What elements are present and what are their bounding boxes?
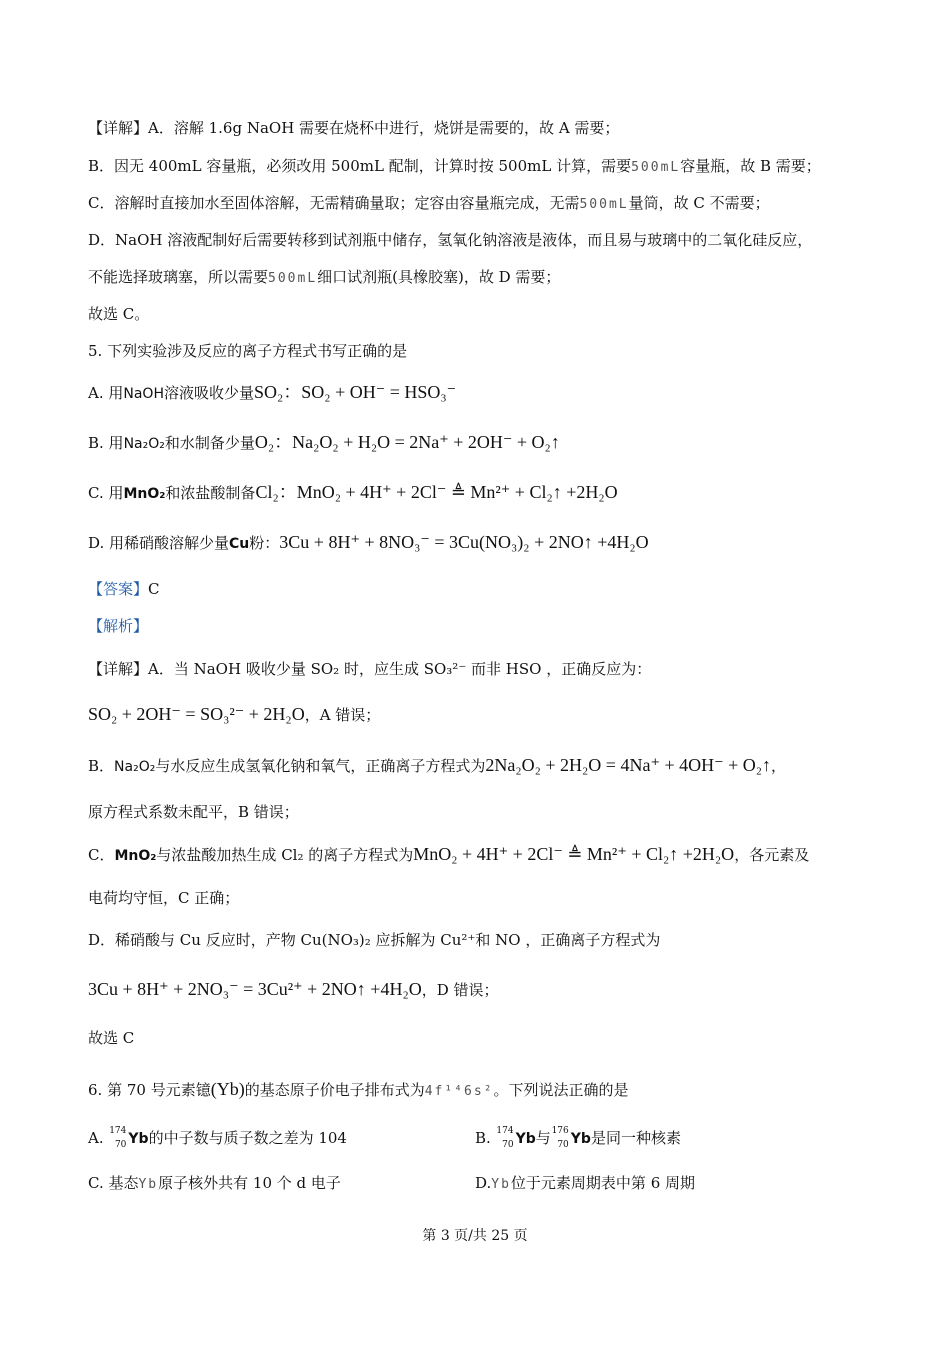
q5-b-pre: B. 用	[88, 434, 124, 452]
q5-option-b	[88, 431, 560, 455]
q5-c-mid: 和浓盐酸制备	[165, 484, 256, 502]
answer	[88, 578, 160, 600]
q6-b-pre: B.	[475, 1129, 491, 1147]
detail-d2-volume: 500mL	[268, 271, 318, 286]
q6-c-pre: C. 基态	[88, 1174, 139, 1192]
detail-a-text: A．溶解 1.6g NaOH 需要在烧杯中进行，烧饼是需要的，故 A 需要；	[148, 119, 620, 137]
answer-value: C	[148, 580, 160, 598]
q6-c-post: 原子核外共有 10 个 d 电子	[158, 1174, 341, 1192]
analysis-a2-equation: SO₂ + 2OH⁻ = SO₃²⁻ + 2H₂O	[88, 704, 305, 724]
q5-a-mid: 溶液吸收少量	[163, 384, 254, 402]
analysis-c1-mid: 与浓盐酸加热生成 Cl₂ 的离子方程式为	[156, 846, 414, 864]
detail-d2-pre: 不能选择玻璃塞，所以需要	[88, 268, 269, 286]
analysis-b1-reagent: Na₂O₂	[114, 759, 156, 775]
q5-a-reagent: NaOH	[123, 386, 164, 402]
q6-b-mass1: 174	[496, 1126, 514, 1136]
analysis-d2	[88, 978, 499, 1001]
q6-b-mid: 与	[535, 1129, 551, 1147]
analysis-a1-text: A．当 NaOH 吸收少量 SO₂ 时，应生成 SO₃²⁻ 而非 HSO ，正确反应为：	[148, 660, 652, 678]
q6-b-symbol2: Yb	[570, 1131, 591, 1147]
q5-b-product: O₂	[254, 432, 275, 452]
q6-stem-post: 。下列说法正确的是	[493, 1081, 629, 1099]
q5-c-pre: C. 用	[88, 484, 124, 502]
analysis-b1-post: ，	[771, 757, 787, 775]
analysis-d2-equation: 3Cu + 8H⁺ + 2NO₃⁻ = 3Cu²⁺ + 2NO↑ +4H₂O	[88, 979, 422, 999]
q6-c-symbol: Yb	[138, 1177, 159, 1192]
q6-b-mass2: 176	[551, 1126, 569, 1136]
analysis-c1-post: ，各元素及	[734, 846, 810, 864]
analysis-b2: 原方程式系数未配平，B 错误；	[88, 803, 299, 821]
q6-stem	[88, 1078, 629, 1103]
q6-b-z2: 70	[557, 1140, 569, 1150]
q6-stem-mid: 的基态原子价电子排布式为	[244, 1081, 425, 1099]
detail-line-c	[88, 192, 770, 216]
detail-d2-post: 细口试剂瓶(具橡胶塞)，故 D 需要；	[317, 268, 561, 286]
q5-option-d	[88, 531, 649, 555]
analysis-b1-mid: 与水反应生成氢氧化钠和氧气，正确离子方程式为	[155, 757, 486, 775]
q5-b-reagent: Na₂O₂	[123, 436, 165, 452]
q5-d-equation: 3Cu + 8H⁺ + 8NO₃⁻ = 3Cu(NO₃)₂ + 2NO↑ +4H₂O	[279, 532, 649, 552]
detail-c-post: 量筒，故 C 不需要；	[628, 194, 770, 212]
detail-line-b	[88, 155, 821, 179]
detail-b-post: 容量瓶，故 B 需要；	[680, 157, 821, 175]
q6-option-a	[88, 1125, 347, 1153]
analysis-a1	[88, 658, 651, 680]
q5-d-reagent: Cu	[229, 536, 250, 552]
analysis-label: 【解析】	[88, 617, 149, 635]
q5-option-c	[88, 481, 618, 505]
q6-b-post: 是同一种核素	[590, 1129, 681, 1147]
detail-line-a	[88, 117, 619, 139]
q6-stem-config: 4f¹⁴6s²	[424, 1084, 494, 1099]
q6-b-z1: 70	[502, 1140, 514, 1150]
conclusion-1: 故选 C。	[88, 305, 150, 323]
detail-b-volume: 500mL	[631, 160, 681, 175]
q6-d-symbol: Yb	[491, 1177, 511, 1192]
q6-a-post: 的中子数与质子数之差为 104	[148, 1129, 347, 1147]
analysis-d2-post: ，D 错误；	[421, 981, 499, 999]
q6-option-d	[475, 1172, 695, 1196]
analysis-c1-pre: C．	[88, 846, 115, 864]
analysis-c1-reagent: MnO₂	[114, 848, 157, 864]
q6-d-pre: D.	[475, 1174, 492, 1192]
q5-b-mid: 和水制备少量	[164, 434, 255, 452]
page-footer: 第 3 页/共 25 页	[422, 1228, 528, 1244]
q5-d-pre: D. 用稀硝酸溶解少量	[88, 534, 230, 552]
q5-b-equation: ：Na₂O₂ + H₂O = 2Na⁺ + 2OH⁻ + O₂↑	[274, 432, 560, 452]
analysis-c2: 电荷均守恒，C 正确；	[88, 889, 240, 907]
q6-stem-symbol: (Yb)	[210, 1079, 245, 1099]
analysis-a2-post: ，A 错误；	[304, 706, 381, 724]
analysis-b1-pre: B．	[88, 757, 115, 775]
q6-a-mass: 174	[109, 1126, 127, 1136]
analysis-a2	[88, 703, 380, 726]
q5-d-mid: 粉：	[249, 534, 280, 552]
q6-stem-pre: 6. 第 70 号元素镱	[88, 1081, 211, 1099]
q6-b-nuclide1-numbers	[496, 1125, 516, 1153]
q6-b-symbol1: Yb	[515, 1131, 536, 1147]
detail-line-d1: D．NaOH 溶液配制好后需要转移到试剂瓶中储存，氢氧化钠溶液是液体，而且易与玻璃中的二氧化硅反应，	[88, 231, 813, 249]
analysis-b1-equation: 2Na₂O₂ + 2H₂O = 4Na⁺ + 4OH⁻ + O₂↑	[485, 755, 772, 775]
analysis-b1	[88, 754, 786, 778]
q6-a-z: 70	[114, 1140, 127, 1150]
q6-b-nuclide2-numbers	[551, 1125, 571, 1153]
q6-a-nuclide-numbers	[108, 1125, 128, 1153]
analysis-conclusion: 故选 C	[88, 1029, 135, 1047]
q5-a-so2: SO₂	[254, 382, 284, 402]
q5-c-product: Cl₂	[255, 482, 279, 502]
analysis-c1-equation: MnO₂ + 4H⁺ + 2Cl⁻ ≜ Mn²⁺ + Cl₂↑ +2H₂O	[413, 844, 735, 864]
detail-c-pre: C．溶解时直接加水至固体溶解，无需精确量取；定容由容量瓶完成，无需	[88, 194, 580, 212]
q5-option-a	[88, 381, 456, 405]
q6-a-symbol: Yb	[128, 1131, 149, 1147]
detail-c-volume: 500mL	[579, 197, 629, 212]
q5-stem: 5. 下列实验涉及反应的离子方程式书写正确的是	[88, 342, 408, 360]
answer-label: 【答案】	[88, 580, 149, 598]
q5-a-equation: ：SO₂ + OH⁻ = HSO₃⁻	[283, 382, 457, 402]
q5-c-reagent: MnO₂	[123, 486, 166, 502]
analysis-d1: D．稀硝酸与 Cu 反应时，产物 Cu(NO₃)₂ 应拆解为 Cu²⁺和 NO ，正确离子方程式为	[88, 931, 661, 949]
analysis-c1	[88, 843, 809, 867]
q6-d-post: 位于元素周期表中第 6 周期	[510, 1174, 696, 1192]
q6-option-c	[88, 1172, 341, 1196]
q6-a-pre: A.	[88, 1129, 104, 1147]
q5-a-pre: A. 用	[88, 384, 124, 402]
detail-line-d2	[88, 266, 560, 290]
detail-b-pre: B．因无 400mL 容量瓶，必须改用 500mL 配制，计算时按 500mL 计算，需要	[88, 157, 632, 175]
detail-label: 【详解】	[88, 119, 149, 137]
analysis-detail-label: 【详解】	[88, 660, 149, 678]
q6-option-b	[475, 1125, 681, 1153]
q5-c-equation: ：MnO₂ + 4H⁺ + 2Cl⁻ ≜ Mn²⁺ + Cl₂↑ +2H₂O	[278, 482, 618, 502]
